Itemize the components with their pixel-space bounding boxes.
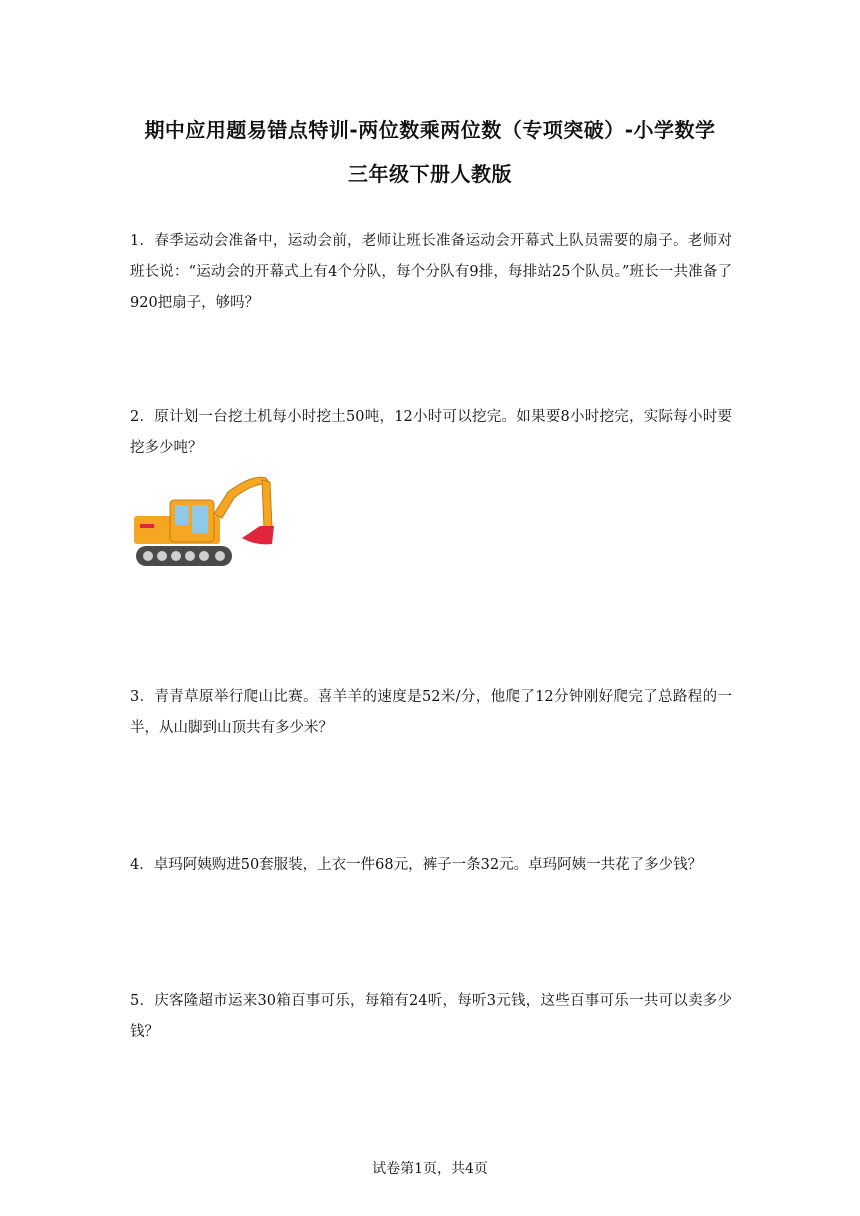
page-title-line-2: 三年级下册人教版	[348, 162, 512, 186]
question-5: 5．庆客隆超市运来30箱百事可乐，每箱有24听，每听3元钱，这些百事可乐一共可以卖多少钱？	[130, 993, 732, 1040]
question-3: 3．青青草原举行爬山比赛。喜羊羊的速度是52米/分，他爬了12分钟刚好爬完了总路程的一半，从山脚到山顶共有多少米？	[130, 689, 732, 736]
question-1: 1．春季运动会准备中，运动会前，老师让班长准备运动会开幕式上队员需要的扇子。老师对班长说：“运动会的开幕式上有4个分队，每个分队有9排，每排站25个队员。”班长一共准备了920把扇子，够吗？	[130, 233, 732, 311]
page-footer: 试卷第1页，共4页	[372, 1161, 488, 1177]
excavator-image	[130, 470, 275, 570]
page-title-line-1: 期中应用题易错点特训-两位数乘两位数（专项突破）-小学数学	[144, 118, 716, 142]
excavator-cab-window	[175, 505, 189, 525]
excavator-bucket	[242, 526, 274, 544]
question-2: 2．原计划一台挖土机每小时挖土50吨，12小时可以挖完。如果要8小时挖完，实际每小时要挖多少吨？	[130, 409, 732, 456]
question-4: 4．卓玛阿姨购进50套服装，上衣一件68元，裤子一条32元。卓玛阿姨一共花了多少钱？	[130, 857, 703, 873]
